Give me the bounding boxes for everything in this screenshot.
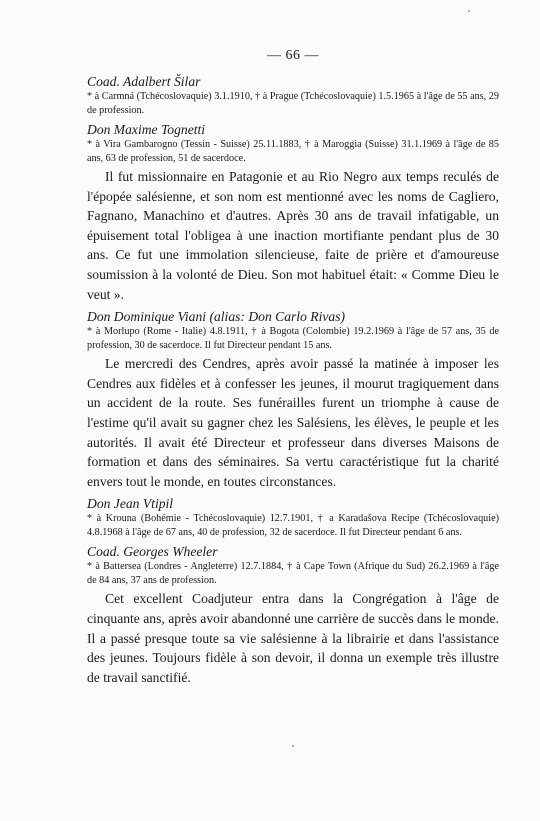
entry-tognetti bbox=[87, 122, 499, 304]
entry-details: * à Battersea (Londres - Angleterre) 12.7.1884, † à Cape Town (Afrique du Sud) 26.2.1969 à l'âge de 84 ans, 37 ans de profession. bbox=[87, 561, 499, 586]
entry-details: * à Morlupo (Rome - Italie) 4.8.1911, † à Bogota (Colombie) 19.2.1969 à l'âge de 57 ans, 35 de profession, 30 de sacerdoce. Il fut Directeur pendant 15 ans. bbox=[87, 326, 499, 351]
entry-name: Coad. Georges Wheeler bbox=[87, 544, 218, 560]
entry-details: * à Krouna (Bohémie - Tchécoslovaquie) 12.7.1901, † a Karadašova Recipe (Tchécoslovaquie) 4.8.1968 à l'âge de 67 ans, 40 de profession, 32 de sacerdoce. Il fut Directeur pendant 6 ans. bbox=[87, 513, 499, 538]
page-number: — 66 — bbox=[267, 48, 319, 63]
entry-name: Don Jean Vtipil bbox=[87, 496, 174, 512]
entry-viani bbox=[87, 309, 499, 491]
entry-wheeler bbox=[87, 544, 499, 687]
entry-text: Le mercredi des Cendres, après avoir passé la matinée à imposer les Cendres aux fidèles et à confesser les jeunes, il mourut tragiquement dans un accident de la route. Ses funérailles furent un triomphe à cause de l'estime qu'il avait su gagner chez les Salésiens, les élèves, le peuple et les autorités. Il avait été Directeur et professeur dans diverses Maisons de formation et dans des séminaires. Sa vertu caractéristique fut la charité envers tout le monde, en toutes circonstances. bbox=[87, 356, 499, 489]
entry-vtipil bbox=[87, 496, 499, 539]
entry-details: * à Carmná (Tchécoslovaquie) 3.1.1910, † à Prague (Tchécoslovaquie) 1.5.1965 à l'âge de 55 ans, 29 de profession. bbox=[87, 91, 499, 116]
speck-bottom bbox=[292, 745, 294, 747]
speck-top bbox=[468, 10, 470, 12]
entry-silar bbox=[87, 74, 499, 117]
entry-text: Il fut missionnaire en Patagonie et au Rio Negro aux temps reculés de l'épopée salésienne, et son nom est mentionné avec les noms de Cagliero, Fagnano, Manachino et d'autres. Après 30 ans de travail infatigable, un épuisement total l'obligea à une inaction mortifiante pendant plus de 30 ans. Ce fut une immolation silencieuse, faite de prière et d'amoureuse soumission à la volonté de Dieu. Son mot habituel était: « Comme Dieu le veut ». bbox=[87, 169, 499, 302]
entry-text: Cet excellent Coadjuteur entra dans la Congrégation à l'âge de cinquante ans, après avoir abandonné une carrière de succès dans le monde. Il a passé presque toute sa vie salésienne à la librairie et dans l'assistance des jeunes. Toujours fidèle à son devoir, il donna un exemple très illustre de travail sanctifié. bbox=[87, 591, 499, 685]
entry-name: Coad. Adalbert Šilar bbox=[87, 74, 201, 89]
document-page bbox=[87, 48, 499, 687]
entry-name: Don Maxime Tognetti bbox=[87, 122, 206, 137]
entry-name: Don Dominique Viani (alias: Don Carlo Rivas) bbox=[87, 309, 346, 325]
entry-details: * à Vira Gambarogno (Tessin - Suisse) 25.11.1883, † à Maroggia (Suisse) 31.1.1969 à l'âge de 85 ans, 63 de profession, 51 de sacerdoce. bbox=[87, 139, 499, 164]
